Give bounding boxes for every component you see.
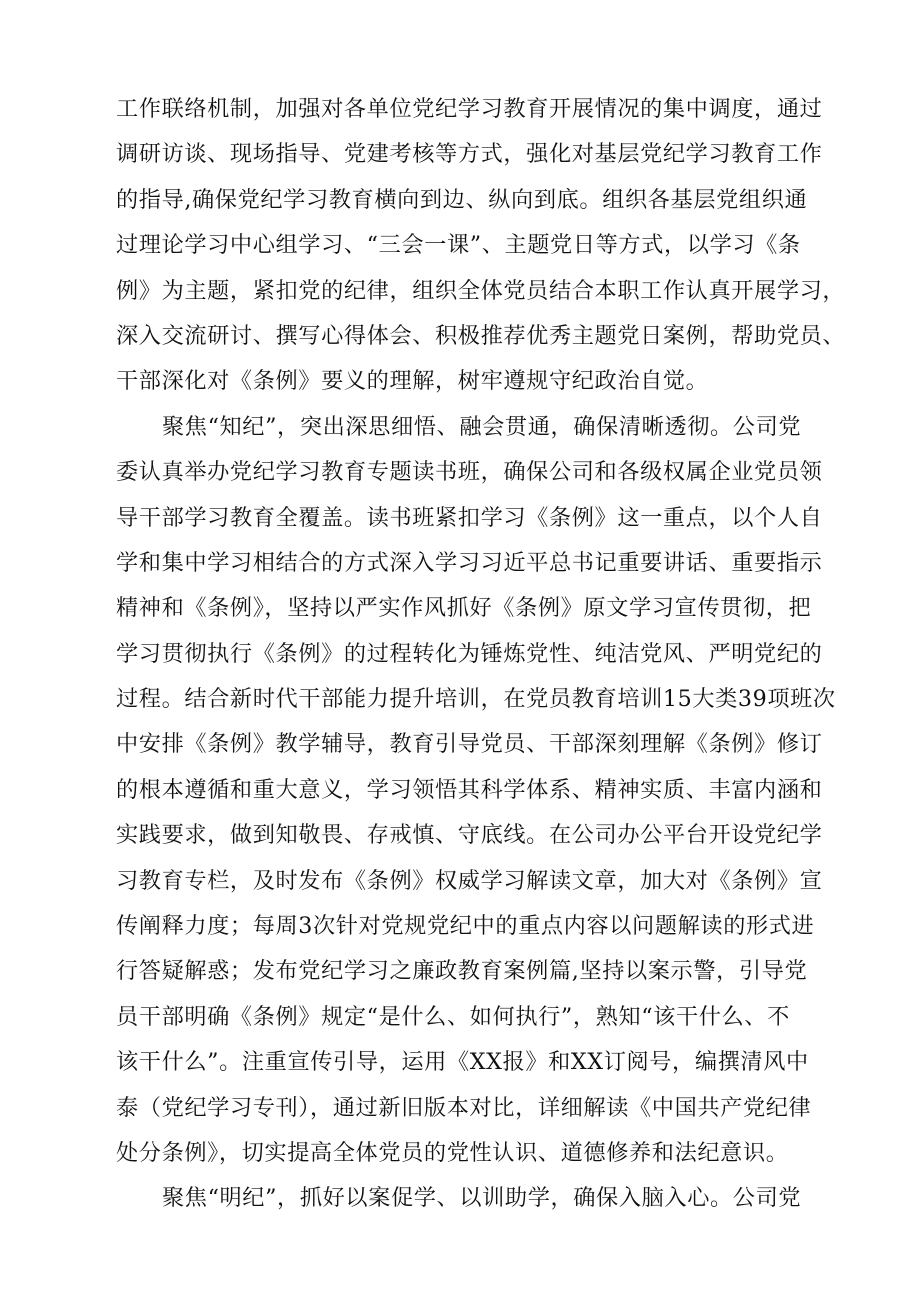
text-line: 习教育专栏，及时发布《条例》权威学习解读文章，加大对《条例》宣: [116, 867, 823, 894]
text-line: 学习贯彻执行《条例》的过程转化为锤炼党性、纯洁党风、严明党纪的: [116, 640, 823, 667]
text-line: 的指导,确保党纪学习教育横向到边、纵向到底。组织各基层党组织通: [116, 186, 808, 213]
body-text: [116, 87, 852, 1222]
text-line: 委认真举办党纪学习教育专题读书班，确保公司和各级权属企业党员领: [116, 459, 823, 486]
text-line: 处分条例》，切实提高全体党员的党性认识、道德修养和法纪意识。: [116, 1139, 789, 1166]
text-line: 学和集中学习相结合的方式深入学习习近平总书记重要讲话、重要指示: [116, 549, 823, 576]
text-line: 实践要求，做到知敬畏、存戒慎、守底线。在公司办公平台开设党纪学: [116, 822, 823, 849]
text-line: 干部深化对《条例》要义的理解，树牢遵规守纪政治自觉。: [116, 368, 709, 395]
text-line: 调研访谈、现场指导、党建考核等方式，强化对基层党纪学习教育工作: [116, 141, 823, 168]
text-line: 行答疑解惑；发布党纪学习之廉政教育案例篇,坚持以案示警，引导党: [116, 958, 808, 985]
text-line: 的根本遵循和重大意义，学习领悟其科学体系、精神实质、丰富内涵和: [116, 776, 823, 803]
text-line: 精神和《条例》，坚持以严实作风抓好《条例》原文学习宣传贯彻，把: [116, 595, 812, 622]
text-line: 员干部明确《条例》规定“是什么、如何执行”，熟知“该干什么、不: [116, 1003, 790, 1030]
text-line: 工作联络机制，加强对各单位党纪学习教育开展情况的集中调度，通过: [116, 96, 823, 122]
text-line: 传阐释力度；每周3次针对党规党纪中的重点内容以问题解读的形式进: [116, 913, 815, 940]
text-line: 中安排《条例》教学辅导，教育引导党员、干部深刻理解《条例》修订: [116, 731, 823, 758]
text-line: 导干部学习教育全覆盖。读书班紧扣学习《条例》这一重点，以个人自: [116, 504, 823, 531]
text-line: 深入交流研讨、撰写心得体会、积极推荐优秀主题党日案例，帮助党员、: [116, 322, 846, 349]
paragraph-first-line: 聚焦“知纪”，突出深思细悟、融会贯通，确保清晰透彻。公司党: [162, 413, 802, 440]
paragraph-first-line: 聚焦“明纪”，抓好以案促学、以训助学，确保入脑入心。公司党: [162, 1185, 802, 1212]
text-line: 泰（党纪学习专刊），通过新旧版本对比，详细解读《中国共产党纪律: [116, 1094, 812, 1121]
text-line: 过程。结合新时代干部能力提升培训，在党员教育培训15大类39项班次: [116, 686, 836, 713]
text-line: 该干什么”。注重宣传引导，运用《XX报》和XX订阅号，编撰清风中: [116, 1049, 809, 1076]
text-line: 例》为主题，紧扣党的纪律，组织全体党员结合本职工作认真开展学习，: [116, 277, 846, 304]
text-line: 过理论学习中心组学习、“三会一课”、主题党日等方式，以学习《条: [116, 232, 801, 259]
